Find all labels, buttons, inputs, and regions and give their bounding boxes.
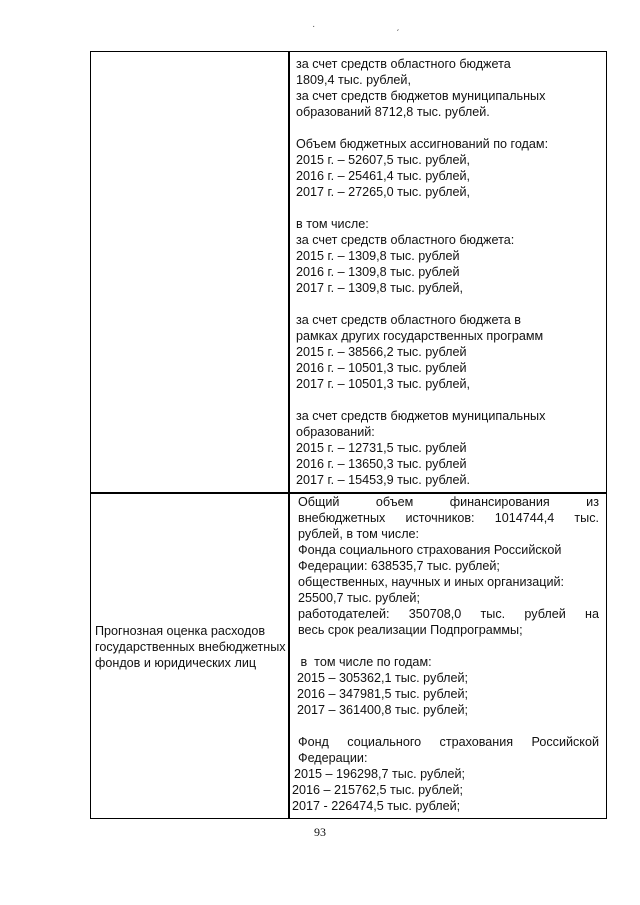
text-line: рублей, в том числе: bbox=[298, 527, 420, 541]
text-line: за счет средств бюджетов муниципальных bbox=[296, 89, 546, 103]
text-line: 2017 – 361400,8 тыс. рублей; bbox=[297, 703, 468, 717]
text-line: 2017 г. – 27265,0 тыс. рублей, bbox=[296, 185, 471, 199]
text-line: 2016 г. – 1309,8 тыс. рублей bbox=[296, 265, 460, 279]
text-line: 2015 г. – 1309,8 тыс. рублей bbox=[296, 249, 460, 263]
funding-details-cell bbox=[296, 56, 600, 488]
text-line: Фонд социального страхования Российской bbox=[298, 735, 599, 749]
text-line: рамках других государственных программ bbox=[296, 329, 544, 343]
text-line: 2017 - 226474,5 тыс. рублей; bbox=[292, 799, 461, 813]
extrabudgetary-funding-cell bbox=[292, 494, 599, 814]
text-line: за счет средств бюджетов муниципальных bbox=[296, 409, 546, 423]
text-line: Федерации: 638535,7 тыс. рублей; bbox=[298, 559, 500, 573]
text-line: 2015 г. – 12731,5 тыс. рублей bbox=[296, 441, 467, 455]
row-label-forecast: Прогнозная оценка расходов государственных внебюджетных фондов и юридических лиц bbox=[95, 624, 286, 670]
scan-artifact-tick: ˏ bbox=[396, 21, 400, 32]
text-line: 1809,4 тыс. рублей, bbox=[296, 73, 411, 87]
text-line: за счет средств областного бюджета bbox=[296, 57, 511, 71]
text-line: 2017 г. – 10501,3 тыс. рублей, bbox=[296, 377, 471, 391]
text-line: 2016 г. – 13650,3 тыс. рублей bbox=[296, 457, 467, 471]
text-line: за счет средств областного бюджета в bbox=[296, 313, 521, 327]
text-line: образований 8712,8 тыс. рублей. bbox=[296, 105, 490, 119]
text-line: 25500,7 тыс. рублей; bbox=[298, 591, 420, 605]
text-line: работодателей: 350708,0 тыс. рублей на bbox=[298, 607, 599, 621]
text-line: в том числе по годам: bbox=[297, 655, 432, 669]
text-line: образований: bbox=[296, 425, 375, 439]
text-line: 2017 г. – 1309,8 тыс. рублей, bbox=[296, 281, 464, 295]
text-line: 2016 г. – 10501,3 тыс. рублей bbox=[296, 361, 467, 375]
scan-artifact-dot: · bbox=[312, 21, 316, 32]
page-number: 93 bbox=[314, 825, 326, 839]
text-line: 2015 г. – 38566,2 тыс. рублей bbox=[296, 345, 467, 359]
text-line: за счет средств областного бюджета: bbox=[296, 233, 515, 247]
text-line: 2015 – 305362,1 тыс. рублей; bbox=[297, 671, 468, 685]
text-line: Фонда социального страхования Российской bbox=[298, 543, 562, 557]
text-line: 2016 г. – 25461,4 тыс. рублей, bbox=[296, 169, 471, 183]
text-line: 2017 г. – 15453,9 тыс. рублей. bbox=[296, 473, 471, 487]
text-line: 2016 – 215762,5 тыс. рублей; bbox=[292, 783, 463, 797]
budget-table bbox=[90, 51, 607, 819]
text-line: 2015 – 196298,7 тыс. рублей; bbox=[294, 767, 465, 781]
text-line: весь срок реализации Подпрограммы; bbox=[298, 623, 523, 637]
text-line: внебюджетных источников: 1014744,4 тыс. bbox=[298, 511, 599, 525]
text-line: 2016 – 347981,5 тыс. рублей; bbox=[297, 687, 468, 701]
text-line: в том числе: bbox=[296, 217, 369, 231]
column-divider bbox=[288, 52, 290, 818]
text-line: Общий объем финансирования из bbox=[298, 495, 599, 509]
text-line: 2015 г. – 52607,5 тыс. рублей, bbox=[296, 153, 471, 167]
text-line: Федерации: bbox=[298, 751, 368, 765]
text-line: Объем бюджетных ассигнований по годам: bbox=[296, 137, 549, 151]
text-line: общественных, научных и иных организаций: bbox=[298, 575, 565, 589]
